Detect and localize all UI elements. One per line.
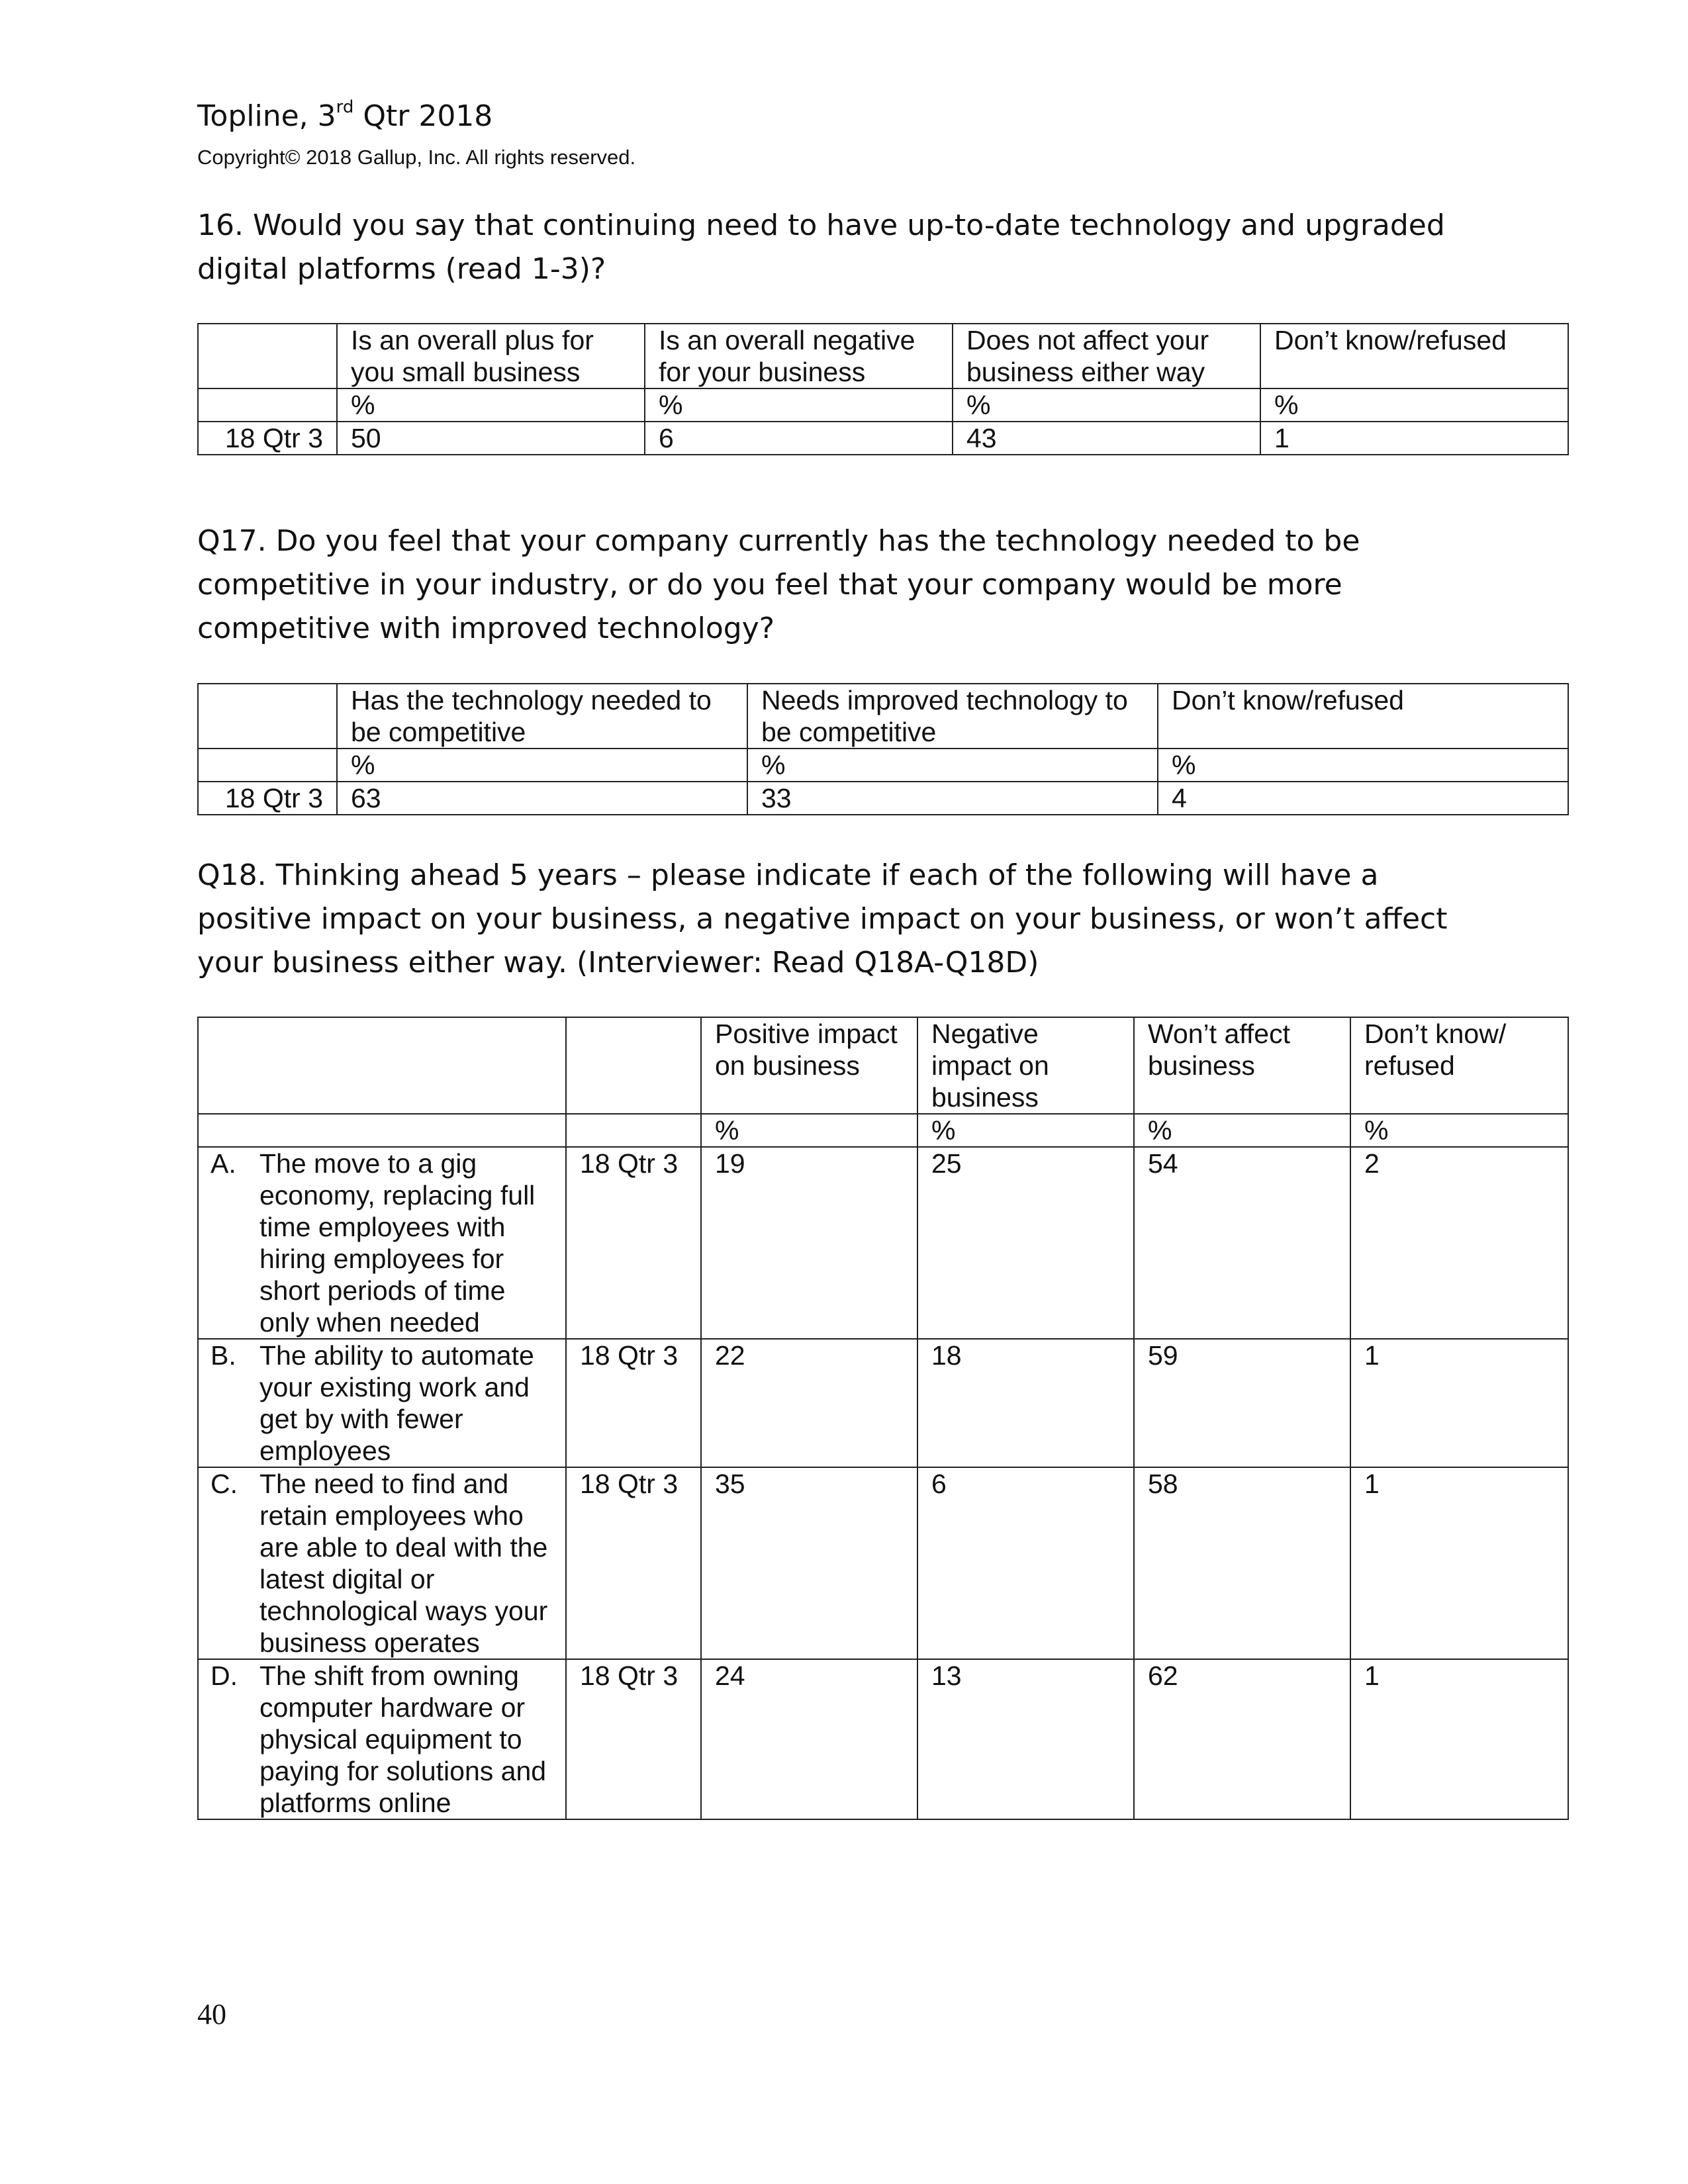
unit-cell: % [1260, 388, 1568, 422]
column-header: Is an overall plus for you small business [337, 324, 645, 388]
question-18-text: Q18. Thinking ahead 5 years – please indicate if each of the following will have a positive impact on your business, a negative impact on your business, or won’t affect your business either way. (Interviewer: Read Q18A-Q18D) [197, 858, 1448, 979]
value-cell: 58 [1134, 1467, 1350, 1659]
value-cell: 50 [337, 422, 645, 455]
item-cell [198, 1147, 566, 1339]
item-cell [198, 1659, 566, 1819]
value-cell: 25 [917, 1147, 1134, 1339]
value-cell: 1 [1260, 422, 1568, 455]
table-row [198, 1339, 1568, 1467]
empty-unit-cell [198, 388, 337, 422]
unit-row [198, 1114, 1568, 1147]
column-header: Is an overall negative for your business [645, 324, 953, 388]
table-row [198, 1659, 1568, 1819]
question-18-table [197, 1017, 1569, 1820]
value-cell: 33 [747, 782, 1158, 815]
period-cell: 18 Qtr 3 [566, 1659, 701, 1819]
item-letter: B. [211, 1340, 236, 1371]
value-cell: 4 [1158, 782, 1568, 815]
period-cell: 18 Qtr 3 [566, 1467, 701, 1659]
copyright-notice: Copyright© 2018 Gallup, Inc. All rights reserved. [197, 146, 636, 169]
value-cell: 54 [1134, 1147, 1350, 1339]
row-label: 18 Qtr 3 [198, 782, 337, 815]
empty-header-cell [566, 1017, 701, 1114]
unit-row [198, 388, 1568, 422]
unit-cell: % [953, 388, 1260, 422]
column-header: Don’t know/ refused [1350, 1017, 1568, 1114]
question-16-table [197, 323, 1569, 455]
period-cell: 18 Qtr 3 [566, 1339, 701, 1467]
unit-cell: % [701, 1114, 917, 1147]
row-label: 18 Qtr 3 [198, 422, 337, 455]
column-header: Won’t affect business [1134, 1017, 1350, 1114]
value-cell: 24 [701, 1659, 917, 1819]
column-header: Negative impact on business [917, 1017, 1134, 1114]
header-row [198, 1017, 1568, 1114]
item-text: The move to a gig economy, replacing full time employees with hiring employees for short periods of time only when needed [259, 1148, 536, 1338]
value-cell: 13 [917, 1659, 1134, 1819]
value-cell: 62 [1134, 1659, 1350, 1819]
item-letter: D. [211, 1661, 238, 1691]
title-prefix: Topline, 3 [197, 99, 336, 133]
unit-cell: % [747, 749, 1158, 782]
page-number: 40 [197, 1998, 226, 2030]
title-superscript: rd [336, 97, 354, 117]
item-text: The shift from owning computer hardware or physical equipment to paying for solutions and platforms online [259, 1661, 547, 1818]
value-cell: 43 [953, 422, 1260, 455]
unit-cell: % [917, 1114, 1134, 1147]
table-row [198, 1147, 1568, 1339]
header-row [198, 324, 1568, 388]
column-header: Don’t know/refused [1260, 324, 1568, 388]
column-header: Needs improved technology to be competitive [747, 684, 1158, 749]
question-17-table [197, 683, 1569, 815]
value-cell: 2 [1350, 1147, 1568, 1339]
item-text: The ability to automate your existing work and get by with fewer employees [259, 1340, 534, 1466]
value-cell: 1 [1350, 1659, 1568, 1819]
item-letter: A. [211, 1148, 236, 1179]
value-cell: 6 [645, 422, 953, 455]
empty-unit-cell [566, 1114, 701, 1147]
unit-cell: % [337, 388, 645, 422]
empty-unit-cell [198, 749, 337, 782]
table-row [198, 1467, 1568, 1659]
item-letter: C. [211, 1469, 238, 1499]
period-cell: 18 Qtr 3 [566, 1147, 701, 1339]
unit-cell: % [1350, 1114, 1568, 1147]
item-text: The need to find and retain employees who are able to deal with the latest digital or technological ways your business operates [259, 1469, 548, 1658]
item-cell [198, 1467, 566, 1659]
unit-cell: % [645, 388, 953, 422]
table-row [198, 782, 1568, 815]
header-row [198, 684, 1568, 749]
empty-header-cell [198, 324, 337, 388]
value-cell: 18 [917, 1339, 1134, 1467]
document-header-title [197, 98, 492, 135]
empty-header-cell [198, 684, 337, 749]
empty-header-cell [198, 1017, 566, 1114]
unit-cell: % [1158, 749, 1568, 782]
column-header: Positive impact on business [701, 1017, 917, 1114]
value-cell: 19 [701, 1147, 917, 1339]
unit-row [198, 749, 1568, 782]
value-cell: 35 [701, 1467, 917, 1659]
column-header: Has the technology needed to be competitive [337, 684, 747, 749]
item-cell [198, 1339, 566, 1467]
column-header: Does not affect your business either way [953, 324, 1260, 388]
value-cell: 6 [917, 1467, 1134, 1659]
unit-cell: % [337, 749, 747, 782]
table-row [198, 422, 1568, 455]
column-header: Don’t know/refused [1158, 684, 1568, 749]
question-17-text: Q17. Do you feel that your company currently has the technology needed to be competitive in your industry, or do you feel that your company would be more competitive with improved technology? [197, 524, 1360, 645]
value-cell: 1 [1350, 1339, 1568, 1467]
value-cell: 1 [1350, 1467, 1568, 1659]
title-suffix: Qtr 2018 [353, 99, 493, 133]
value-cell: 63 [337, 782, 747, 815]
empty-unit-cell [198, 1114, 566, 1147]
value-cell: 22 [701, 1339, 917, 1467]
unit-cell: % [1134, 1114, 1350, 1147]
value-cell: 59 [1134, 1339, 1350, 1467]
question-16-text: 16. Would you say that continuing need to have up-to-date technology and upgraded digital platforms (read 1-3)? [197, 208, 1445, 286]
